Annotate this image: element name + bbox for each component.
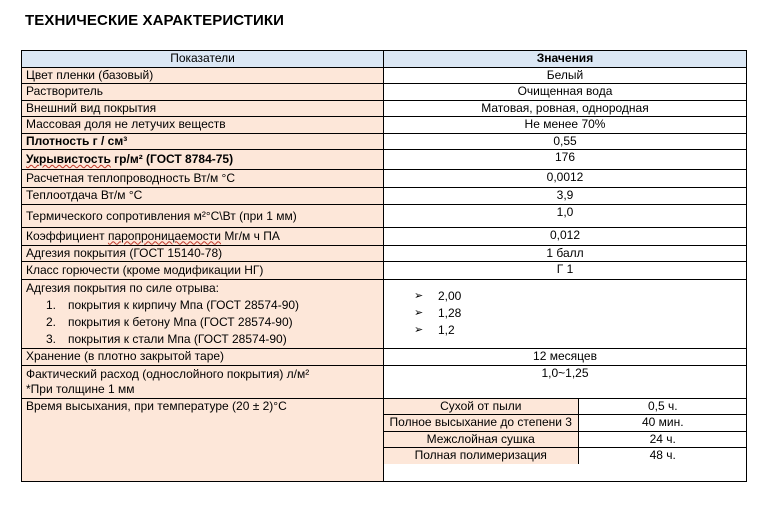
stage-name: Полное высыхание до степени 3 [384, 415, 578, 432]
row-value: Матовая, ровная, однородная [384, 100, 747, 117]
row-label [22, 280, 384, 349]
table-row [22, 188, 747, 205]
row-value: 3,9 [384, 188, 747, 205]
table-header-row [22, 51, 747, 68]
table-row [22, 204, 747, 227]
arrow-bullet-icon: ➢ [414, 324, 424, 336]
row-label: Адгезия покрытия (ГОСТ 15140-78) [22, 245, 384, 262]
table-row [22, 349, 747, 366]
row-label: Плотность г / см³ [22, 133, 384, 150]
table-row-drying [22, 398, 747, 481]
list-item: ➢ 1,2 [414, 323, 455, 337]
row-value: 1 балл [384, 245, 747, 262]
stage-value: 40 мин. [578, 415, 747, 432]
row-label: Время высыхания, при температуре (20 ± 2)°С [22, 398, 384, 481]
table-row [22, 117, 747, 134]
row-value: 176 [384, 150, 747, 170]
table-row [384, 448, 747, 464]
row-value: 1,0~1,25 [384, 365, 747, 398]
list-item: ➢ 2,00 [414, 289, 462, 303]
table-row [22, 150, 747, 170]
spellcheck-underlined-word: паропроницаемости [107, 228, 221, 243]
adhesion-heading: Адгезия покрытия по силе отрыва: [26, 281, 219, 295]
adhesion-list [26, 297, 379, 348]
adhesion-values [388, 288, 742, 339]
table-row [22, 170, 747, 188]
row-label: Теплоотдача Вт/м °С [22, 188, 384, 205]
row-value: 0,55 [384, 133, 747, 150]
row-value [384, 280, 747, 349]
row-value: Не менее 70% [384, 117, 747, 134]
table-row [384, 415, 747, 432]
drying-stages-table [384, 399, 747, 464]
stage-value: 24 ч. [578, 431, 747, 448]
row-label: Хранение (в плотно закрытой таре) [22, 349, 384, 366]
row-label: Коэффициент паропроницаемости Мг/м ч ПА [22, 227, 384, 245]
table-row [22, 262, 747, 280]
row-label [22, 150, 384, 170]
stage-value: 48 ч. [578, 448, 747, 464]
row-value: Очищенная вода [384, 84, 747, 101]
stage-value: 0,5 ч. [578, 399, 747, 415]
table-row [22, 100, 747, 117]
table-row [22, 67, 747, 84]
row-value: Г 1 [384, 262, 747, 280]
stage-name: Межслойная сушка [384, 431, 578, 448]
row-label: Цвет пленки (базовый) [22, 67, 384, 84]
spellcheck-underlined-word: Укрывистость [26, 152, 111, 166]
row-label-rest: гр/м² (ГОСТ 8784-75) [110, 152, 234, 166]
table-row-adhesion [22, 280, 747, 349]
table-row [384, 399, 747, 415]
stage-name: Сухой от пыли [384, 399, 578, 415]
row-label: Растворитель [22, 84, 384, 101]
row-label: Массовая доля не летучих веществ [22, 117, 384, 134]
list-item: 1. покрытия к кирпичу Мпа (ГОСТ 28574-90) [46, 298, 300, 312]
table-row [22, 84, 747, 101]
page-title: ТЕХНИЧЕСКИЕ ХАРАКТЕРИСТИКИ [25, 12, 285, 29]
table-row [22, 227, 747, 245]
row-label: Расчетная теплопроводность Вт/м °С [22, 170, 384, 188]
column-header-indicators: Показатели [22, 51, 384, 68]
row-value: 12 месяцев [384, 349, 747, 366]
drying-stages-cell [384, 398, 747, 481]
row-value: 0,0012 [384, 170, 747, 188]
table-row [22, 245, 747, 262]
row-label: Термического сопротивления м²°С\Вт (при 1 мм) [22, 204, 384, 227]
list-item: ➢ 1,28 [414, 306, 462, 320]
arrow-bullet-icon: ➢ [414, 290, 424, 302]
row-value: Белый [384, 67, 747, 84]
column-header-values: Значения [384, 51, 747, 68]
table-row [384, 431, 747, 448]
row-value: 1,0 [384, 204, 747, 227]
list-item: 3. покрытия к стали Мпа (ГОСТ 28574-90) [46, 332, 287, 346]
specs-table [21, 50, 747, 482]
row-label: Внешний вид покрытия [22, 100, 384, 117]
row-label: Фактический расход (однослойного покрытия) л/м² *При толщине 1 мм [22, 365, 384, 398]
stage-name: Полная полимеризация [384, 448, 578, 464]
arrow-bullet-icon: ➢ [414, 307, 424, 319]
table-row [22, 133, 747, 150]
row-label: Класс горючести (кроме модификации НГ) [22, 262, 384, 280]
table-row [22, 365, 747, 398]
row-value: 0,012 [384, 227, 747, 245]
list-item: 2. покрытия к бетону Мпа (ГОСТ 28574-90) [46, 315, 293, 329]
